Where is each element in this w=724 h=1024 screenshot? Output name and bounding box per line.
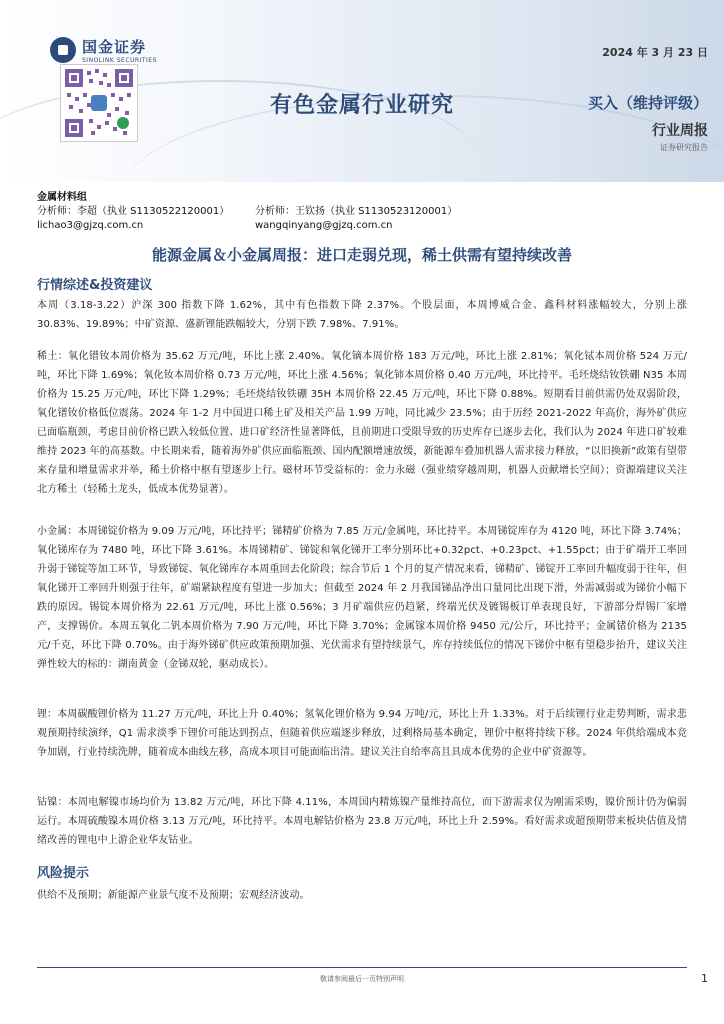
- analyst-1-email[interactable]: lichao3@gjzq.com.cn: [37, 220, 144, 231]
- analyst-1: 分析师：李超（执业 S1130522120001）: [37, 206, 230, 217]
- logo-name-en: SINOLINK SECURITIES: [82, 57, 157, 64]
- page-title: 有色金属行业研究: [269, 93, 454, 118]
- document-title: 能源金属＆小金属周报：进口走弱兑现，稀土供需有望持续改善: [151, 246, 572, 264]
- section-heading-risk: 风险提示: [37, 866, 90, 881]
- page-number: 1: [701, 972, 708, 985]
- section-heading-overview: 行情综述&投资建议: [37, 278, 153, 293]
- footer-divider: [37, 967, 687, 968]
- rating-badge: 买入（维持评级）: [587, 94, 708, 112]
- analyst-2-email[interactable]: wangqinyang@gjzq.com.cn: [255, 220, 393, 231]
- company-logo: [50, 36, 157, 64]
- report-date: 2024 年 3 月 23 日: [602, 46, 708, 59]
- analyst-block: [37, 191, 457, 233]
- report-subtype: 证券研究报告: [660, 143, 708, 152]
- analyst-2: 分析师：王钦扬（执业 S1130523120001）: [255, 206, 458, 217]
- team-name: 金属材料组: [37, 192, 87, 203]
- logo-mark-icon: [50, 37, 76, 63]
- paragraph-lithium: 锂：本周碳酸锂价格为 11.27 万元/吨，环比上升 0.40%；氢氧化锂价格为 9.94 万吨/元，环比上升 1.33%。对于后续锂行业走势判断，需求悲观预期持续演绎，Q1 需求淡季下锂价可能达到拐点，但随着供应端逐步释放，过剩格局基本确定，锂价中枢将持续下移。2024 年供给端成本竞争加剧，行业持续洗牌，随着成本曲线左移，高成本项目可能面临出清。建议关注自给率高且具成本优势的企业中矿资源等。: [37, 709, 687, 758]
- paragraph-risk: 供给不及预期；新能源产业景气度不及预期；宏观经济波动。: [37, 890, 310, 901]
- header-banner: [0, 0, 724, 182]
- logo-name-cn: 国金证券: [82, 38, 147, 56]
- paragraph-cobalt-nickel: 钴镍：本周电解镍市场均价为 13.82 万元/吨，环比下降 4.11%，本周国内精炼镍产量维持高位，而下游需求仅为刚需采购，镍价预计仍为偏弱运行。本周硫酸镍本周价格 3.13 万元/吨，环比持平。本周电解钴价格为 23.8 万元/吨，环比上升 2.59%。看好需求或超预期带来板块估值及情绪改善的锂电中上游企业华友钴业。: [37, 797, 687, 846]
- report-type: 行业周报: [652, 123, 708, 139]
- footer-disclaimer: 敬请参阅最后一页特别声明: [320, 975, 404, 983]
- paragraph-rare-earth: 稀土：氧化镨钕本周价格为 35.62 万元/吨，环比上涨 2.40%。氧化镝本周价格 183 万元/吨，环比上涨 2.81%；氧化铽本周价格 524 万元/吨，环比下降 1.69%；氧化钕本周价格 0.73 万元/吨，环比上涨 4.56%；氧化铈本周价格 0.40 万元/吨，环比持平。毛坯烧结钕铁硼 N35 本周价格为 15.25 万元/吨，环比下降 1.29%；毛坯烧结钕铁硼 35H 本周价格 22.45 万元/吨，环比下降 0.88%。短期看目前供需仍处双弱阶段，氧化镨钕价格低位震荡。2024 年 1-2 月中国进口稀土矿及相关产品 1.99 万吨，同比减少 23.5%；由于历经 2021-2022 年高价，海外矿供应已面临瓶颈，考虑目前价格已跌入较低位置、进口矿经济性显著降低，且前期进口受限导致的历史库存已逐步去化，我们认为 2024 年进口矿较难维持 2023 年的高基数。中长期来看，随着海外矿供应面临瓶颈、国内配额增速放缓，新能源车叠加机器人需求接力释放，“以旧换新”政策有望带来存量和增量需求并举，稀土价格中枢有望逐步上行。磁材环节受益标的：金力永磁（强业绩穿越周期，机器人贡献增长空间）；资源端建议关注北方稀土（轻稀土龙头，低成本优势显著）。: [37, 351, 687, 495]
- paragraph-market: 本周（3.18-3.22）沪深 300 指数下降 1.62%，其中有色指数下降 2.37%。个股层面，本周博威合金、鑫科材料涨幅较大，分别上涨 30.83%、19.89%；中矿资源、盛新锂能跌幅较大，分别下跌 7.98%、7.91%。: [37, 300, 687, 330]
- paragraph-minor-metals: 小金属：本周锑锭价格为 9.09 万元/吨，环比持平；锑精矿价格为 7.85 万元/金属吨，环比持平。本周锑锭库存为 4120 吨，环比下降 3.74%；氧化锑库存为 7480 吨，环比下降 3.61%。本周锑精矿、锑锭和氧化锑开工率分别环比+0.32pct、+0.23pct、+1.55pct；由于矿端开工率回升弱于锑锭等加工环节，导致锑锭、氧化锑库存本周重回去化阶段；综合节后 1 个月的复产情况来看，锑精矿、锑锭开工率回升幅度弱于往年，但氧化锑开工率回升则强于往年，矿端紧缺程度有望进一步加大；但截至 2024 年 2 月我国锑品净出口量同比出现下滑，外需减弱或为锑价小幅下跌的原因。锡锭本周价格为 22.61 万元/吨，环比上涨 0.56%；3 月矿端供应仍趋紧，终端光伏及镀锡板订单表现良好，下游部分焊锡厂家增产，支撑锡价。本周五氧化二钒本周价格为 7.90 万元/吨，环比下降 3.70%；金属镓本周价格 9450 元/公斤，环比持平；金属锗价格为 2135 元/千克，环比下降 0.70%。由于海外锑矿供应政策预期加强、光伏需求有望持续景气，库存持续低位的情况下锑价中枢有望稳步抬升，建议关注弹性较大的标的：湖南黄金（金锑双轮，驱动成长）。: [37, 526, 687, 670]
